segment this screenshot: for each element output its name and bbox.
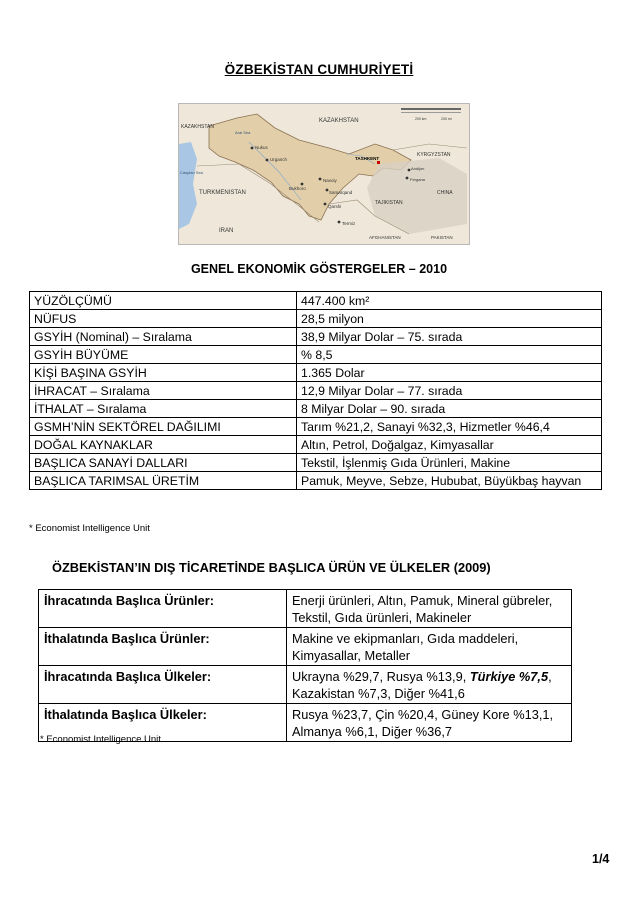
- row-value: Enerji ürünleri, Altın, Pamuk, Mineral gübreler, Tekstil, Gıda ürünleri, Makineler: [287, 590, 572, 628]
- table-row: [39, 666, 572, 704]
- row-label: İthalatında Başlıca Ürünler:: [39, 628, 287, 666]
- map-label-turkmenistan: TURKMENISTAN: [199, 190, 246, 196]
- row-value: 1.365 Dolar: [297, 364, 602, 382]
- table-row: [30, 328, 602, 346]
- row-label: GSMH’NİN SEKTÖREL DAĞILIMI: [30, 418, 297, 436]
- row-value: 38,9 Milyar Dolar – 75. sırada: [297, 328, 602, 346]
- table-row: [30, 472, 602, 490]
- uzbekistan-map: [178, 103, 470, 245]
- map-label-aral: Aral Sea: [235, 130, 251, 135]
- map-label-andijon: Andijon: [411, 166, 425, 171]
- map-label-qarshi: Qarshi: [328, 204, 342, 209]
- economic-indicators-table: [29, 291, 602, 490]
- row-value: Pamuk, Meyve, Sebze, Hububat, Büyükbaş hayvan: [297, 472, 602, 490]
- table-row: [30, 418, 602, 436]
- row-label: BAŞLICA TARIMSAL ÜRETİM: [30, 472, 297, 490]
- table-row: [30, 454, 602, 472]
- table-row: [39, 628, 572, 666]
- row-value: 447.400 km²: [297, 292, 602, 310]
- map-label-scale-mi: 200 mi: [441, 117, 452, 121]
- row-label: GSYİH (Nominal) – Sıralama: [30, 328, 297, 346]
- map-label-urganch: Urganch: [270, 157, 288, 162]
- row-label: BAŞLICA SANAYİ DALLARI: [30, 454, 297, 472]
- table-row: [30, 346, 602, 364]
- row-value: 8 Milyar Dolar – 90. sırada: [297, 400, 602, 418]
- row-value: [287, 666, 572, 704]
- table-row: [30, 400, 602, 418]
- row-label: İthalatında Başlıca Ülkeler:: [39, 704, 287, 742]
- row-value: Altın, Petrol, Doğalgaz, Kimyasallar: [297, 436, 602, 454]
- row-value: 28,5 milyon: [297, 310, 602, 328]
- row-value-pre: Ukrayna %29,7, Rusya %13,9,: [292, 669, 470, 684]
- row-label: KİŞİ BAŞINA GSYİH: [30, 364, 297, 382]
- source-note: * Economist Intelligence Unit: [29, 523, 150, 534]
- map-label-caspian: Caspian Sea: [180, 170, 203, 175]
- row-label: İHRACAT – Sıralama: [30, 382, 297, 400]
- source-note: * Economist Intelligence Unit: [40, 734, 161, 745]
- map-label-scale-km: 200 km: [415, 117, 427, 121]
- map-label-tashkent: TASHKENT: [355, 156, 380, 161]
- table-row: [30, 382, 602, 400]
- table-row: [30, 436, 602, 454]
- map-label-kyrgyzstan: KYRGYZSTAN: [417, 152, 451, 158]
- map-label-samarqand: Samarqand: [329, 190, 353, 195]
- row-value-post: , Kazakistan %7,3, Diğer %41,6: [292, 669, 552, 701]
- map-label-bukhoro: Bukhoro: [289, 186, 306, 191]
- row-value: 12,9 Milyar Dolar – 77. sırada: [297, 382, 602, 400]
- page-number: 1/4: [592, 852, 610, 866]
- row-label: NÜFUS: [30, 310, 297, 328]
- row-label: GSYİH BÜYÜME: [30, 346, 297, 364]
- map-label-china: CHINA: [437, 190, 453, 196]
- section-title-foreign-trade: ÖZBEKİSTAN’IN DIŞ TİCARETİNDE BAŞLICA ÜRÜN VE ÜLKELER (2009): [52, 560, 491, 575]
- map-label-nukus: Nukus: [255, 145, 268, 150]
- map-label-afghanistan: AFGHANISTAN: [369, 235, 401, 240]
- row-label: İhracatında Başlıca Ülkeler:: [39, 666, 287, 704]
- map-label-iran: IRAN: [219, 228, 234, 234]
- map-label-navoiy: Navoiy: [323, 178, 337, 183]
- row-value: Rusya %23,7, Çin %20,4, Güney Kore %13,1, Almanya %6,1, Diğer %36,7: [287, 704, 572, 742]
- map-label-pakistan: PAKISTAN: [431, 235, 453, 240]
- row-value-highlight: Türkiye %7,5: [469, 669, 549, 684]
- map-label-fergana: Fergana: [410, 177, 425, 182]
- page-title: ÖZBEKİSTAN CUMHURİYETİ: [224, 62, 414, 77]
- row-value: Makine ve ekipmanları, Gıda maddeleri, Kimyasallar, Metaller: [287, 628, 572, 666]
- map-label-tajikistan: TAJIKISTAN: [375, 200, 403, 206]
- row-label: DOĞAL KAYNAKLAR: [30, 436, 297, 454]
- row-value: Tarım %21,2, Sanayi %32,3, Hizmetler %46,4: [297, 418, 602, 436]
- map-label-kazakhstan-w: KAZAKHSTAN: [181, 124, 214, 130]
- row-label: YÜZÖLÇÜMÜ: [30, 292, 297, 310]
- row-label: İTHALAT – Sıralama: [30, 400, 297, 418]
- section-title-economic-indicators: GENEL EKONOMİK GÖSTERGELER – 2010: [190, 262, 448, 276]
- row-value: % 8,5: [297, 346, 602, 364]
- map-label-kazakhstan-e: KAZAKHSTAN: [319, 118, 359, 124]
- map-label-termiz: Termiz: [342, 221, 356, 226]
- table-row: [30, 292, 602, 310]
- foreign-trade-table: [38, 589, 572, 742]
- row-value: Tekstil, İşlenmiş Gıda Ürünleri, Makine: [297, 454, 602, 472]
- table-row: [30, 310, 602, 328]
- table-row: [39, 590, 572, 628]
- row-label: İhracatında Başlıca Ürünler:: [39, 590, 287, 628]
- table-row: [30, 364, 602, 382]
